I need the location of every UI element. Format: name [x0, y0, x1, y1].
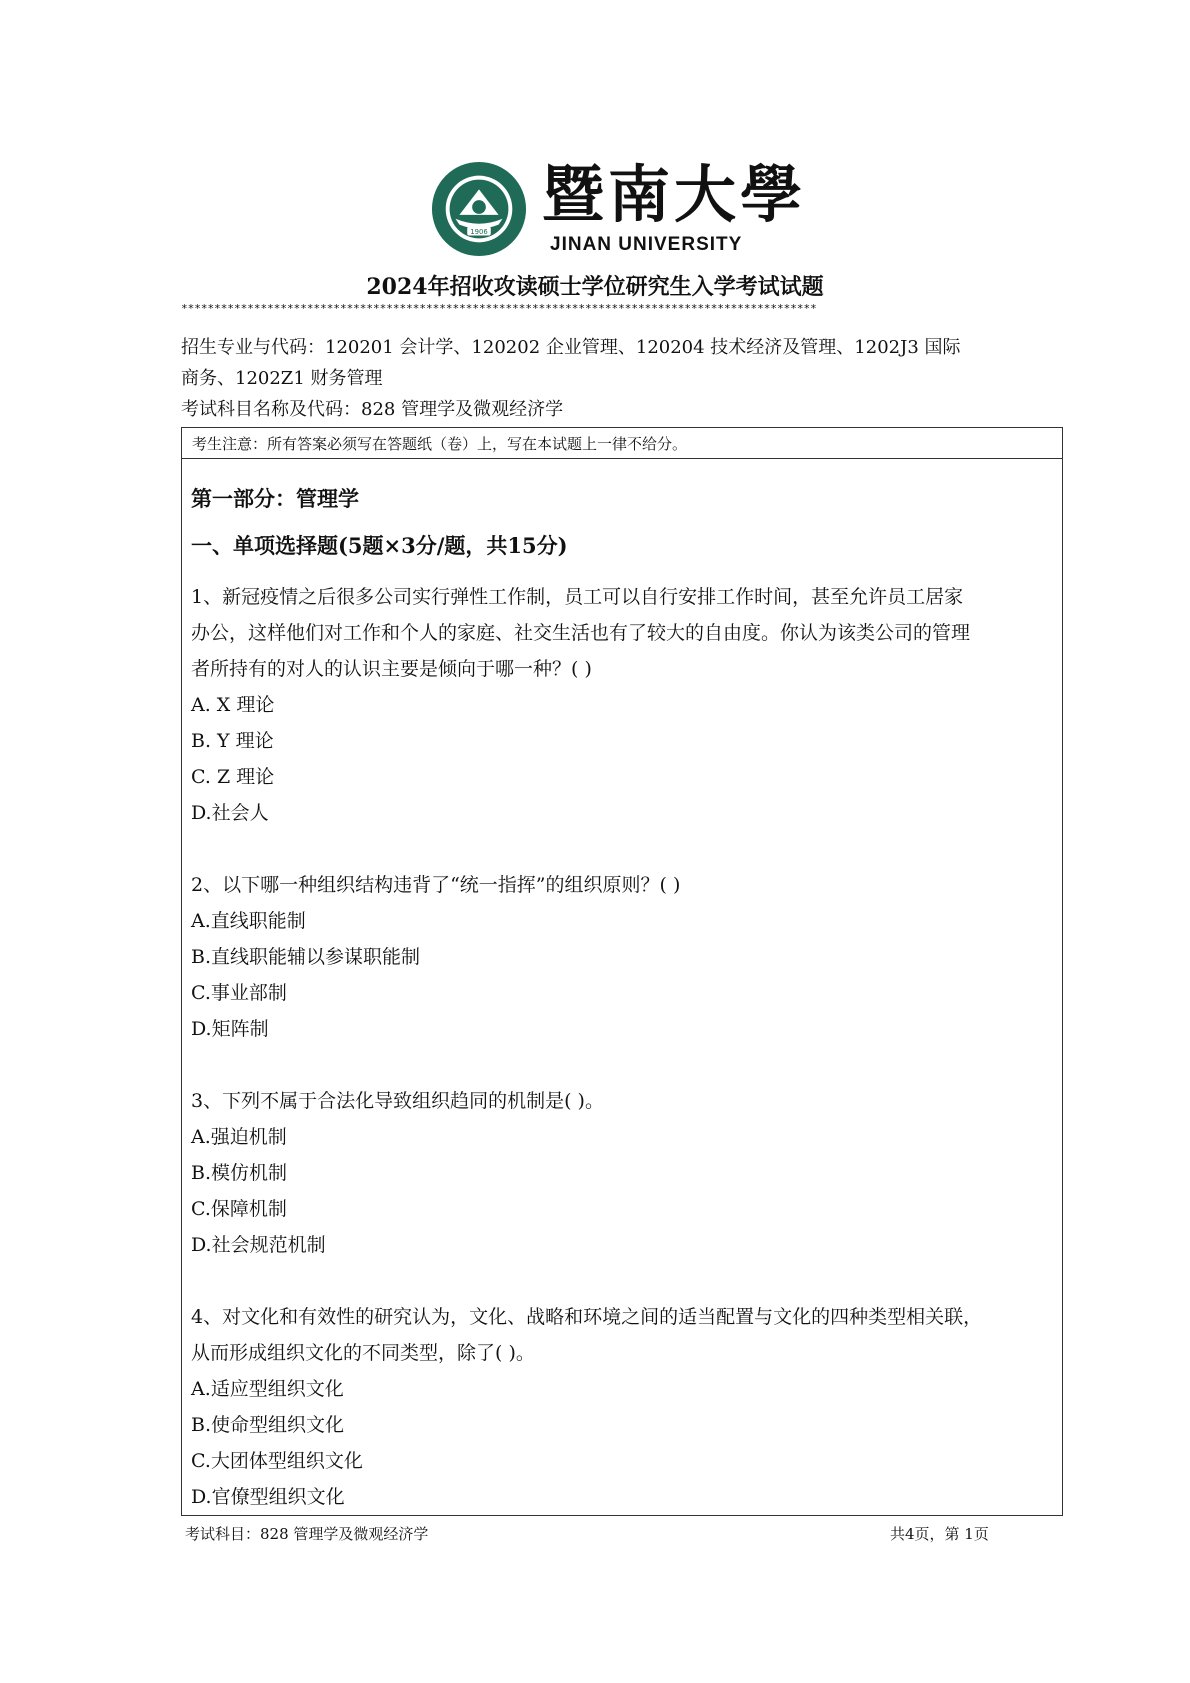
notice-box: [181, 427, 1063, 459]
exam-title: 2024年招收攻读硕士学位研究生入学考试试题: [366, 274, 824, 300]
section-title: 一、单项选择题(5题×3分/题，共15分): [191, 533, 568, 558]
q2-option-b: B.直线职能辅以参谋职能制: [191, 946, 421, 968]
university-logo: [430, 158, 807, 260]
university-seal-icon: [430, 160, 528, 258]
q3-option-b: B.模仿机制: [191, 1162, 288, 1184]
q4-option-a: A.适应型组织文化: [191, 1378, 344, 1400]
q1-option-d: D.社会人: [191, 802, 269, 824]
q2-line-1: 2、以下哪一种组织结构违背了“统一指挥”的组织原则？( ): [191, 874, 681, 896]
q2-option-c: C.事业部制: [191, 982, 287, 1004]
footer-subject: 考试科目：828 管理学及微观经济学: [185, 1525, 429, 1543]
logo-english-name: JINAN UNIVERSITY: [550, 234, 743, 255]
q1-line-1: 1、新冠疫情之后很多公司实行弹性工作制，员工可以自行安排工作时间，甚至允许员工居家: [191, 586, 964, 608]
q1-option-b: B. Y 理论: [191, 730, 274, 752]
q2-option-d: D.矩阵制: [191, 1018, 269, 1040]
q2-option-a: A.直线职能制: [191, 910, 306, 932]
major-line-1: 招生专业与代码：120201 会计学、120202 企业管理、120204 技术经济及管理、1202J3 国际: [181, 337, 961, 358]
q1-option-c: C. Z 理论: [191, 766, 275, 788]
star-divider: ************************************************************************************************: [181, 302, 817, 315]
major-line-2: 商务、1202Z1 财务管理: [181, 368, 383, 389]
q1-line-3: 者所持有的对人的认识主要是倾向于哪一种？( ): [191, 658, 592, 680]
q3-option-d: D.社会规范机制: [191, 1234, 326, 1256]
subject-line: 考试科目名称及代码：828 管理学及微观经济学: [181, 399, 564, 420]
q4-line-2: 从而形成组织文化的不同类型，除了( )。: [191, 1342, 535, 1364]
q3-line-1: 3、下列不属于合法化导致组织趋同的机制是( )。: [191, 1090, 604, 1112]
logo-chinese-name: 暨南大學: [542, 158, 807, 231]
q4-option-c: C.大团体型组织文化: [191, 1450, 363, 1472]
q1-option-a: A. X 理论: [191, 694, 275, 716]
q3-option-a: A.强迫机制: [191, 1126, 287, 1148]
seal-year: 1906: [470, 227, 488, 236]
footer-page-number: 共4页，第 1页: [890, 1525, 989, 1543]
q4-option-b: B.使命型组织文化: [191, 1414, 345, 1436]
q4-option-d: D.官僚型组织文化: [191, 1486, 345, 1508]
notice-text: 考生注意：所有答案必须写在答题纸（卷）上，写在本试题上一律不给分。: [192, 435, 688, 453]
q3-option-c: C.保障机制: [191, 1198, 287, 1220]
q1-line-2: 办公，这样他们对工作和个人的家庭、社交生活也有了较大的自由度。你认为该类公司的管理: [191, 622, 971, 644]
q4-line-1: 4、对文化和有效性的研究认为，文化、战略和环境之间的适当配置与文化的四种类型相关联，: [191, 1306, 983, 1328]
part-title: 第一部分：管理学: [191, 486, 359, 511]
